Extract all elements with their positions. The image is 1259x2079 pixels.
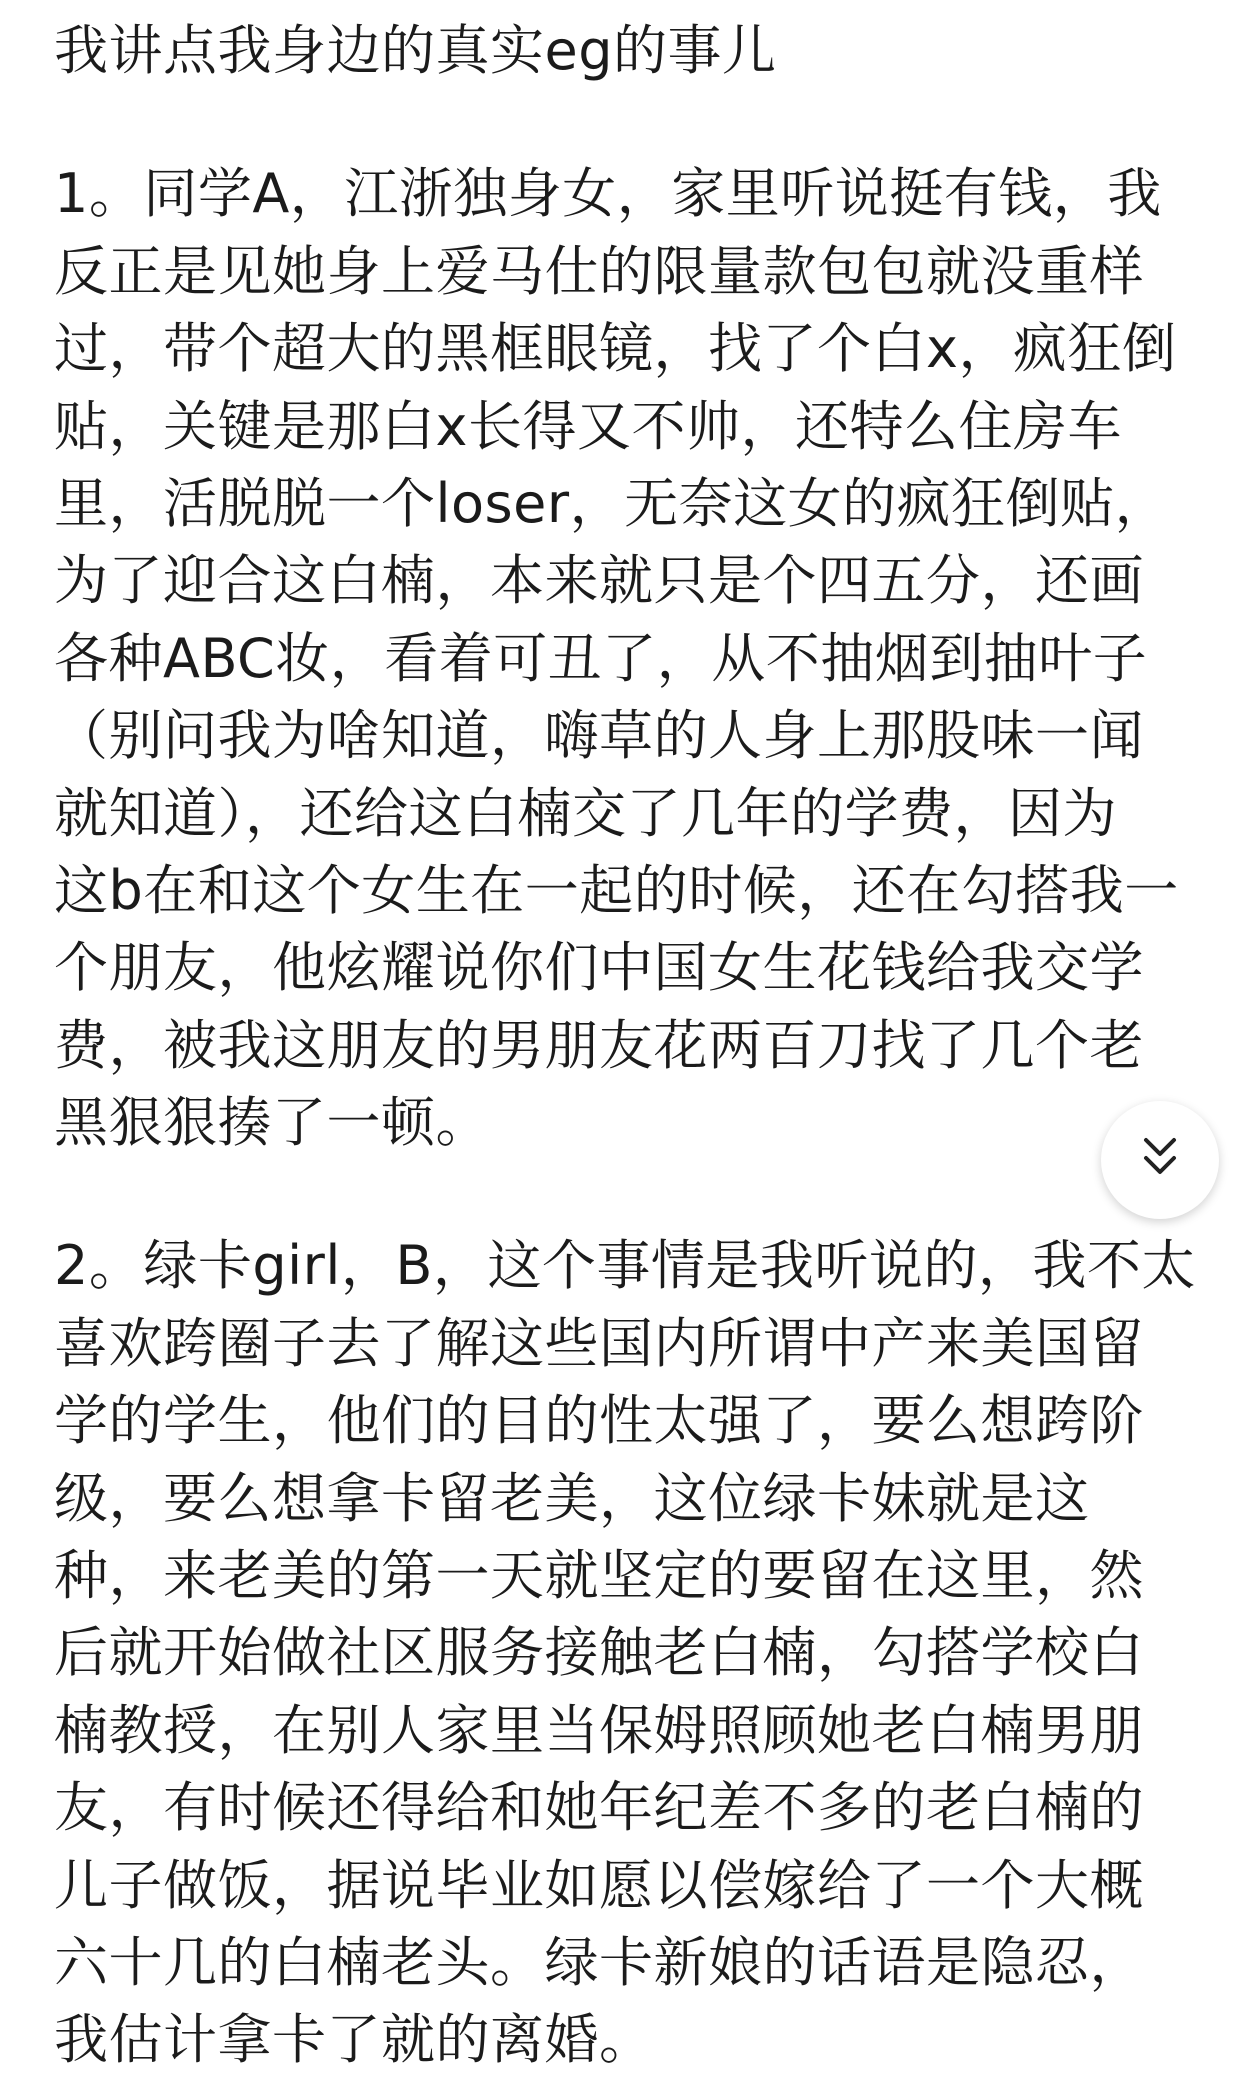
text-line: 反正是见她身上爱马仕的限量款包包就没重样 xyxy=(54,239,1144,303)
double-chevron-down-icon xyxy=(1140,1134,1180,1186)
text-line: 喜欢跨圈子去了解这些国内所谓中产来美国留 xyxy=(54,1311,1144,1375)
scroll-down-button[interactable] xyxy=(1101,1101,1219,1219)
text-line: 后就开始做社区服务接触老白楠，勾搭学校白 xyxy=(54,1621,1144,1685)
text-line: 过，带个超大的黑框眼镜，找了个白x，疯狂倒 xyxy=(54,317,1177,381)
text-line: 黑狠狠揍了一顿。 xyxy=(54,1091,490,1155)
paragraph-1 xyxy=(54,155,1234,1161)
post-content xyxy=(54,12,1234,2079)
text-line: 贴，关键是那白x长得又不帅，还特么住房车 xyxy=(54,394,1122,458)
text-line: （别问我为啥知道，嗨草的人身上那股味一闻 xyxy=(54,704,1144,768)
text-line: 里，活脱脱一个loser，无奈这女的疯狂倒贴， xyxy=(54,471,1170,535)
text-line: 友，有时候还得给和她年纪差不多的老白楠的 xyxy=(54,1776,1144,1840)
text-line: 个朋友，他炫耀说你们中国女生花钱给我交学 xyxy=(54,936,1144,1000)
text-line: 种，来老美的第一天就坚定的要留在这里，然 xyxy=(54,1544,1144,1608)
text-line: 六十几的白楠老头。绿卡新娘的话语是隐忍， xyxy=(54,1930,1144,1994)
text-line: 我估计拿卡了就的离婚。 xyxy=(54,2008,654,2072)
paragraph-2 xyxy=(54,1227,1234,2078)
post-title: 我讲点我身边的真实eg的事儿 xyxy=(54,19,777,82)
text-line: 各种ABC妆，看着可丑了，从不抽烟到抽叶子 xyxy=(54,626,1148,690)
text-line: 楠教授，在别人家里当保姆照顾她老白楠男朋 xyxy=(54,1698,1144,1762)
text-line: 儿子做饭，据说毕业如愿以偿嫁给了一个大概 xyxy=(54,1853,1144,1917)
text-line: 2。绿卡girl，B，这个事情是我听说的，我不太 xyxy=(54,1234,1196,1298)
text-line: 级，要么想拿卡留老美，这位绿卡妹就是这 xyxy=(54,1466,1090,1530)
text-line: 这b在和这个女生在一起的时候，还在勾搭我一 xyxy=(54,858,1179,922)
text-line: 为了迎合这白楠，本来就只是个四五分，还画 xyxy=(54,549,1144,613)
text-line: 学的学生，他们的目的性太强了，要么想跨阶 xyxy=(54,1389,1144,1453)
text-line: 1。同学A，江浙独身女，家里听说挺有钱，我 xyxy=(54,162,1162,226)
text-line: 就知道），还给这白楠交了几年的学费，因为 xyxy=(54,781,1117,845)
text-line: 费，被我这朋友的男朋友花两百刀找了几个老 xyxy=(54,1013,1144,1077)
